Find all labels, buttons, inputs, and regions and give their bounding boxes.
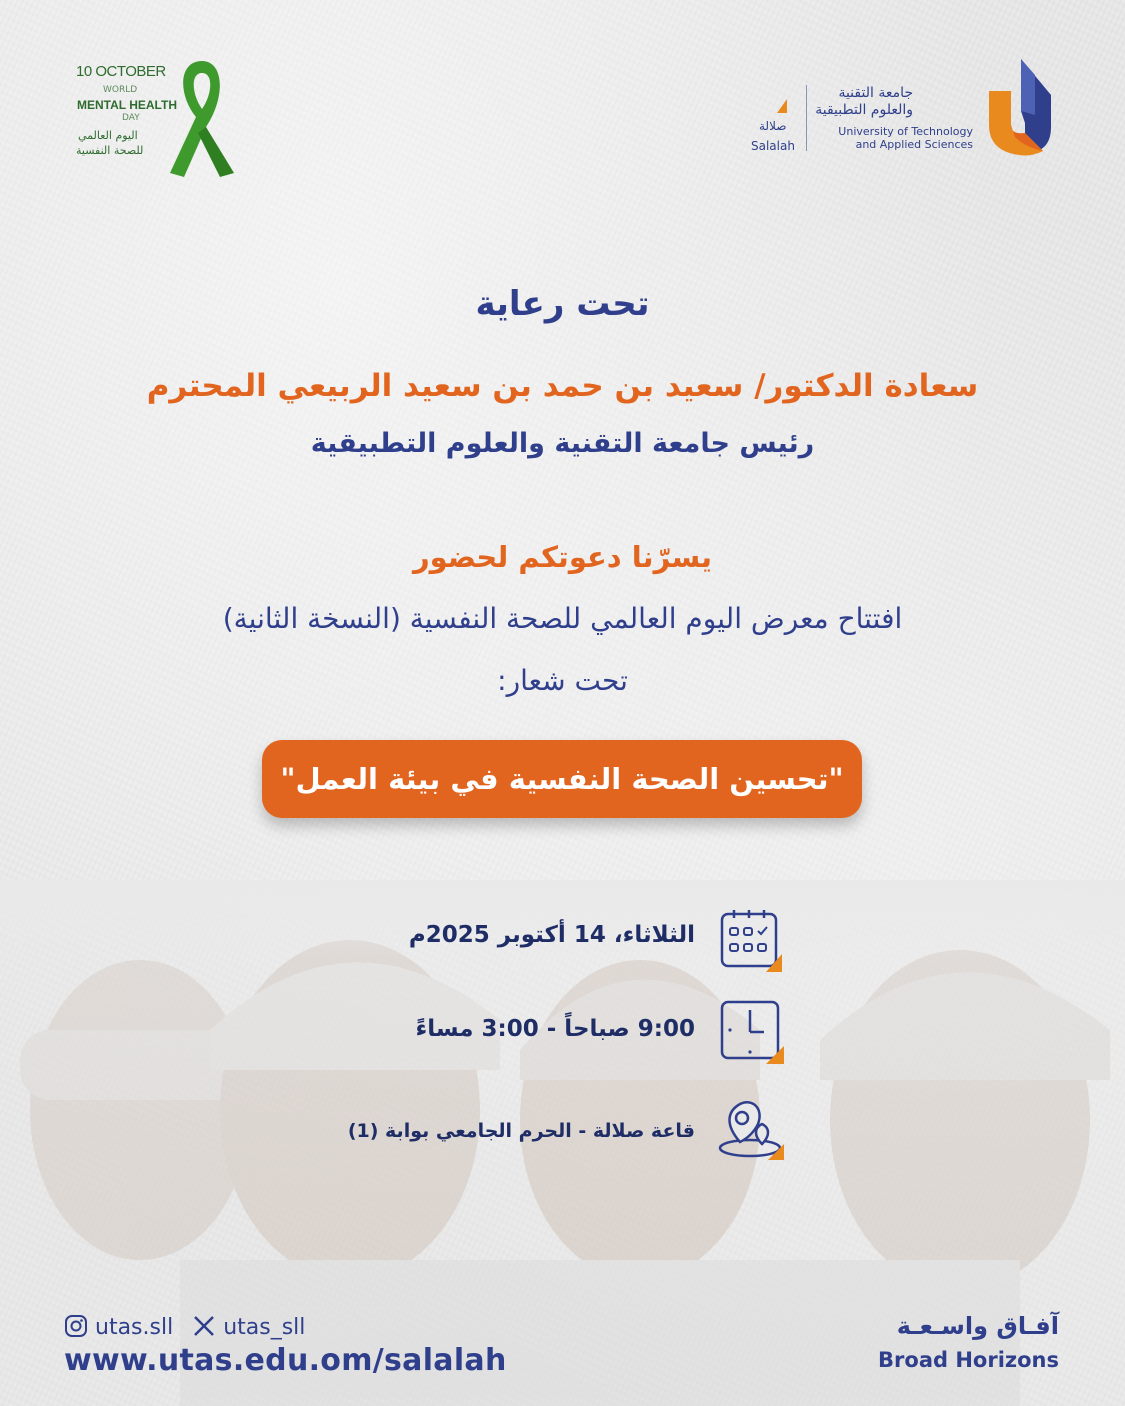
calendar-icon: [718, 908, 784, 974]
website-link[interactable]: www.utas.edu.om/salalah: [64, 1343, 507, 1378]
badge-day: DAY: [122, 113, 140, 123]
event-date: الثلاثاء، 14 أكتوبر 2025م: [408, 922, 695, 948]
university-name-en: University of Technology and Applied Sciences: [838, 125, 973, 151]
x-icon[interactable]: [192, 1314, 216, 1338]
patronage-heading: تحت رعاية: [475, 284, 650, 324]
tagline-ar: آفـاق واسـعـة: [896, 1312, 1059, 1340]
badge-mental-health: MENTAL HEALTH: [77, 98, 177, 112]
badge-world: WORLD: [103, 85, 138, 95]
patron-title: رئيس جامعة التقنية والعلوم التطبيقية: [310, 428, 815, 459]
x-handle[interactable]: utas_sll: [223, 1315, 306, 1340]
clock-icon: [718, 998, 784, 1064]
slogan-banner: "تحسين الصحة النفسية في بيئة العمل": [262, 740, 862, 818]
utas-u-icon: [985, 55, 1057, 160]
badge-ar-line1: اليوم العالمي: [78, 129, 138, 142]
event-name: افتتاح معرض اليوم العالمي للصحة النفسية (النسخة الثانية): [222, 602, 903, 635]
mental-health-day-badge: [70, 55, 250, 185]
salalah-mark-icon: [775, 97, 791, 115]
badge-ar-line2: للصحة النفسية: [76, 144, 144, 157]
event-location: قاعة صلالة - الحرم الجامعي بوابة (1): [347, 1120, 695, 1142]
event-time: 9:00 صباحاً - 3:00 مساءً: [415, 1016, 695, 1042]
social-handles: [64, 1314, 305, 1340]
invite-line: يسرّنا دعوتكم لحضور: [412, 540, 713, 574]
instagram-icon[interactable]: [64, 1314, 88, 1338]
campus-name-en: Salalah: [751, 139, 795, 153]
slogan-label: تحت شعار:: [497, 664, 628, 697]
green-ribbon-icon: [162, 55, 242, 180]
instagram-handle[interactable]: utas.sll: [95, 1315, 174, 1340]
patron-name: سعادة الدكتور/ سعيد بن حمد بن سعيد الربيعي المحترم: [146, 368, 979, 404]
location-pin-icon: [718, 1094, 784, 1160]
logo-divider: [806, 85, 807, 151]
university-name-ar: جامعة التقنية والعلوم التطبيقية: [815, 85, 913, 118]
university-logo: [745, 55, 1065, 165]
badge-date: 10 OCTOBER: [76, 63, 166, 80]
tagline-en: Broad Horizons: [878, 1348, 1059, 1372]
campus-name-ar: صلالة: [759, 119, 787, 133]
